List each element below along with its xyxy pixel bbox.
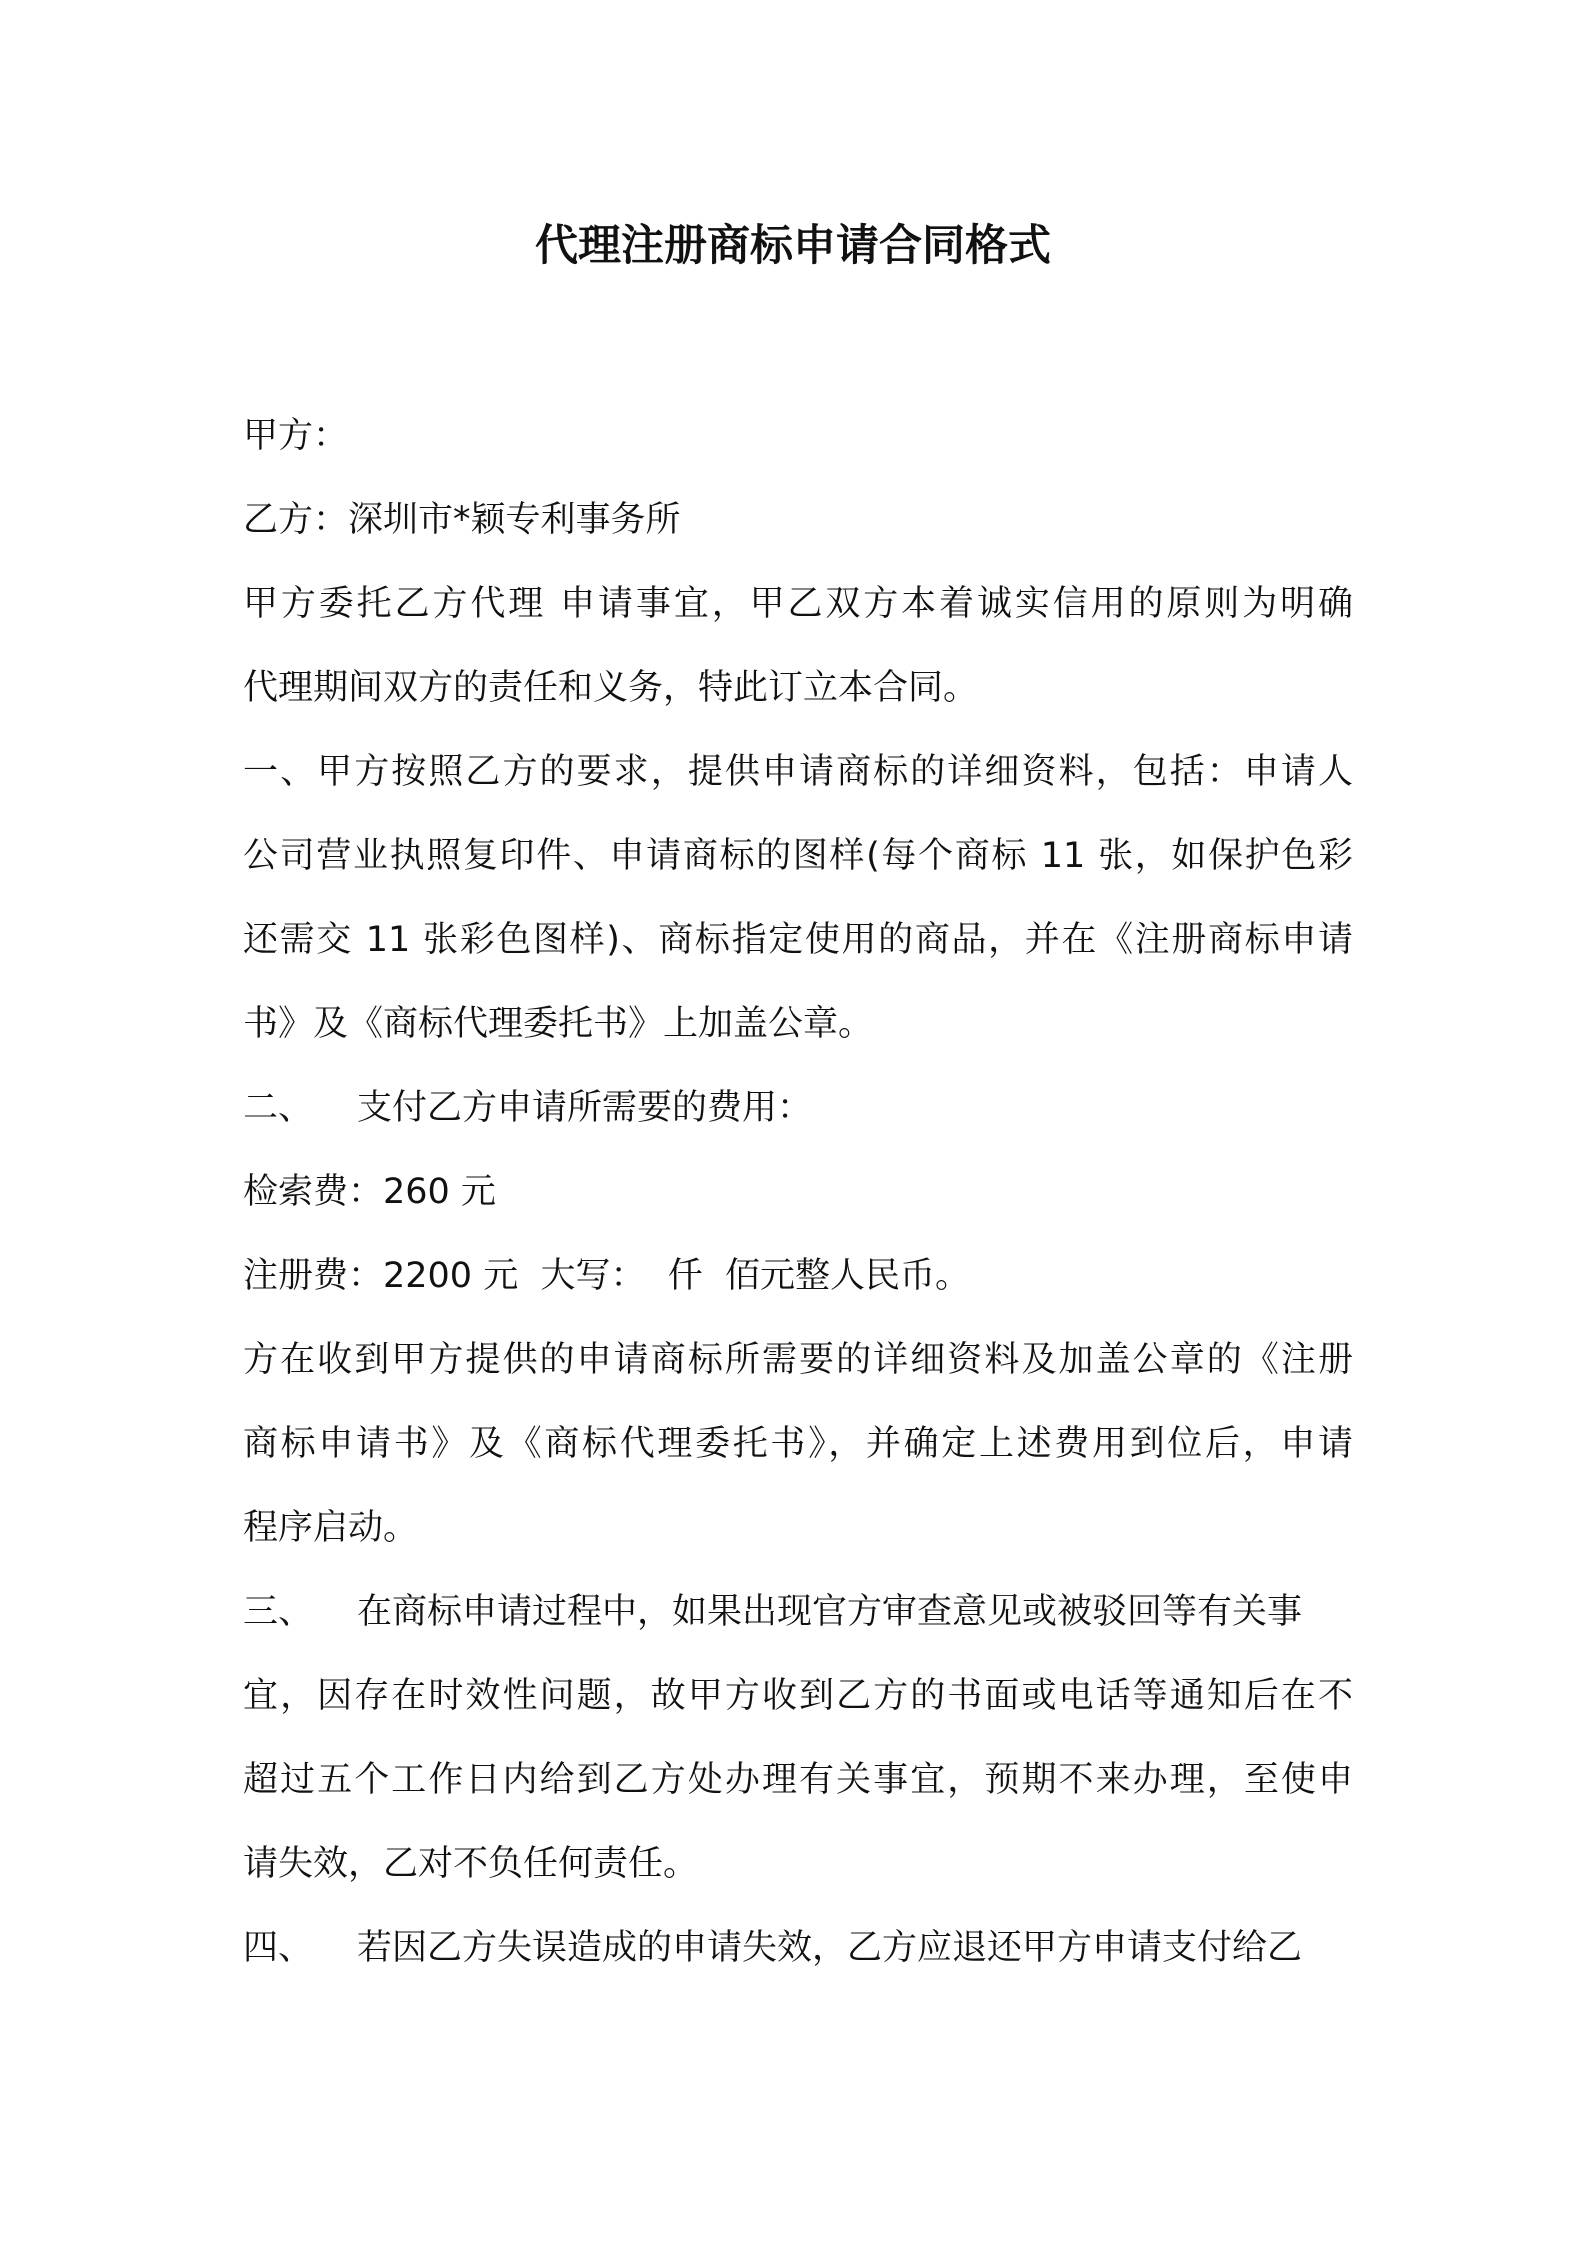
clause-1-line: 还需交 11 张彩色图样)、商标指定使用的商品，并在《注册商标申请	[243, 920, 1353, 960]
clause-3-text: 在商标申请过程中，如果出现官方审查意见或被驳回等有关事	[357, 1592, 1303, 1632]
clause-3-line: 宜，因存在时效性问题，故甲方收到乙方的书面或电话等通知后在不	[243, 1676, 1353, 1716]
clause-2-heading	[243, 1084, 812, 1132]
clause-2-number: 二、	[243, 1088, 314, 1128]
clause-2-body-line: 程序启动。	[243, 1508, 419, 1548]
clause-1-line: 公司营业执照复印件、申请商标的图样(每个商标 11 张，如保护色彩	[243, 836, 1353, 876]
clause-3-line: 超过五个工作日内给到乙方处办理有关事宜，预期不来办理，至使申	[243, 1760, 1353, 1800]
clause-3-first-line	[243, 1588, 1353, 1636]
party-b-line: 乙方：深圳市*颖专利事务所	[243, 500, 681, 540]
clause-4-line	[243, 1924, 1302, 1972]
intro-line: 甲方委托乙方代理 申请事宜，甲乙双方本着诚实信用的原则为明确	[243, 584, 1353, 624]
clause-2-heading-text: 支付乙方申请所需要的费用：	[357, 1088, 813, 1128]
clause-1-line: 一、甲方按照乙方的要求，提供申请商标的详细资料，包括：申请人	[243, 752, 1353, 792]
clause-2-body-line: 方在收到甲方提供的申请商标所需要的详细资料及加盖公章的《注册	[243, 1340, 1353, 1380]
clause-1-line: 书》及《商标代理委托书》上加盖公章。	[243, 1004, 874, 1044]
party-a-line: 甲方：	[243, 416, 349, 456]
clause-2-body-line: 商标申请书》及《商标代理委托书》，并确定上述费用到位后，申请	[243, 1424, 1353, 1464]
clause-3-line: 请失效，乙对不负任何责任。	[243, 1844, 699, 1884]
search-fee-line: 检索费：260 元	[243, 1172, 496, 1212]
document-title: 代理注册商标申请合同格式	[535, 221, 1051, 271]
clause-4-number: 四、	[243, 1928, 314, 1968]
registration-fee-line: 注册费：2200 元 大写： 仟 佰元整人民币。	[243, 1256, 970, 1296]
intro-line: 代理期间双方的责任和义务，特此订立本合同。	[243, 668, 979, 708]
clause-4-text: 若因乙方失误造成的申请失效，乙方应退还甲方申请支付给乙	[357, 1928, 1303, 1968]
clause-3-number: 三、	[243, 1592, 314, 1632]
